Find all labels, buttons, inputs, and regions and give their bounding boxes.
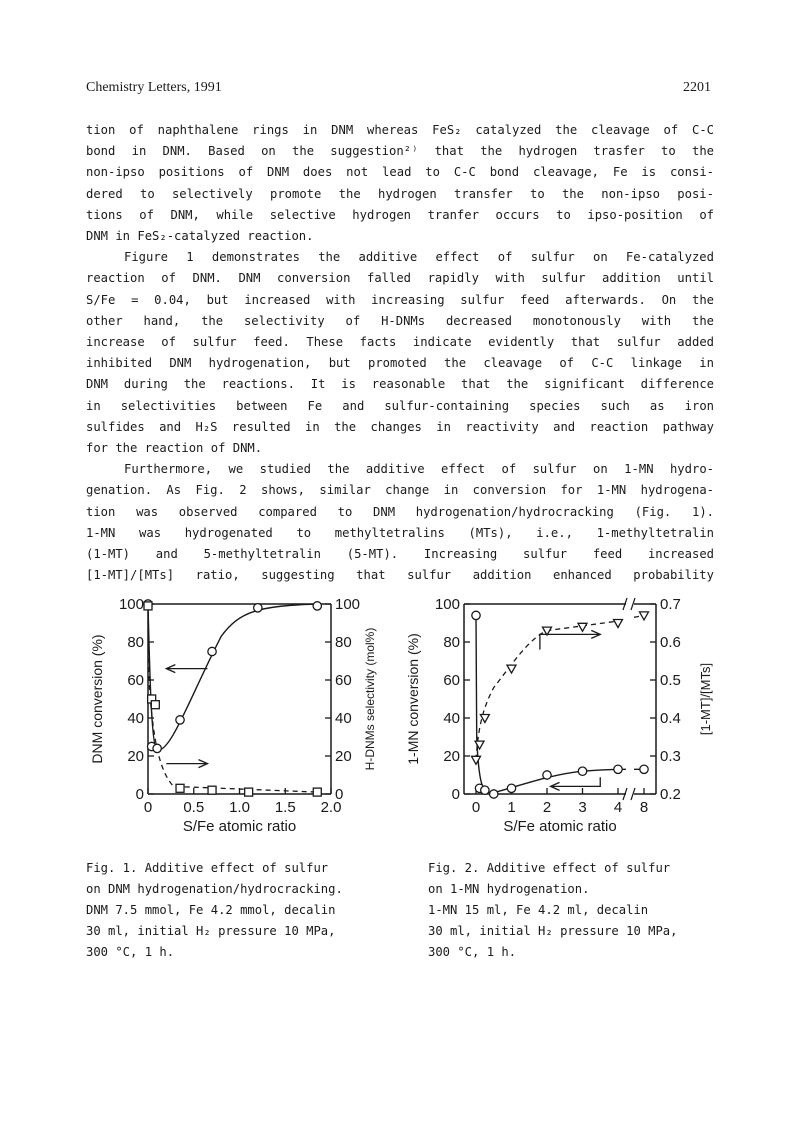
x-tick-label: 4 (613, 799, 623, 816)
data-point (472, 756, 481, 764)
data-point (176, 784, 184, 792)
paragraph-1 (86, 120, 714, 247)
text-line: dered to selectively promote the hydrogen transfer to the non-ipso posi- (86, 186, 714, 201)
y-tick-label-right: 20 (335, 748, 352, 765)
y-tick-label-right: 60 (335, 672, 352, 689)
y-tick-label: 0 (451, 786, 460, 803)
x-tick-label: 8 (639, 799, 649, 816)
y-tick-label: 80 (443, 634, 460, 651)
y-tick-label: 40 (127, 710, 144, 727)
data-point (472, 611, 480, 619)
data-point (578, 767, 586, 775)
x-tick-label: 2 (542, 799, 552, 816)
figure-2-caption (428, 858, 728, 963)
data-point (543, 771, 551, 779)
text-line: non-ipso positions of DNM does not lead to C-C bond cleavage, Fe is consi- (86, 165, 714, 180)
paragraph-2 (86, 247, 714, 459)
series-line-ratio (476, 615, 644, 759)
caption-line: Fig. 1. Additive effect of sulfur (86, 861, 329, 875)
y-tick-label: 100 (434, 596, 460, 613)
y-tick-label: 40 (443, 710, 460, 727)
text-line: increase of sulfur feed. These facts indicate evidently that sulfur added (86, 335, 714, 350)
x-axis-label: S/Fe atomic ratio (503, 818, 617, 835)
y-tick-label: 60 (443, 672, 460, 689)
text-line: 1-MN was hydrogenated to methyltetralins (MTs), i.e., 1-methyltetralin (86, 525, 714, 540)
arrow-right-axis (540, 634, 600, 649)
y-tick-label: 0 (135, 786, 144, 803)
data-point (507, 665, 516, 673)
caption-line: 300 °C, 1 h. (86, 945, 175, 959)
caption-line: 1-MN 15 ml, Fe 4.2 ml, decalin (428, 903, 649, 917)
text-line: for the reaction of DNM. (86, 441, 263, 456)
figure-2-chart (405, 590, 726, 850)
data-point (245, 788, 253, 796)
text-line: reaction of DNM. DNM conversion falled rapidly with sulfur addition until (86, 271, 714, 286)
data-point (640, 612, 649, 620)
text-line: tion was observed compared to DNM hydrogenation/hydrocracking (Fig. 1). (86, 504, 714, 519)
x-tick-label: 0 (143, 799, 153, 816)
caption-line: on DNM hydrogenation/hydrocracking. (86, 882, 343, 896)
text-line: tions of DNM, while selective hydrogen tranfer occurs to ipso-position of (86, 207, 714, 222)
figure-1-chart (86, 590, 416, 850)
y-tick-label-right: 0.2 (660, 786, 681, 803)
y-tick-label-right: 0.3 (660, 748, 681, 765)
page-header (86, 80, 711, 100)
x-tick-label: 0 (471, 799, 481, 816)
text-line: inhibited DNM hydrogenation, but promoted the cleavage of C-C linkage in (86, 356, 714, 371)
data-point (640, 765, 648, 773)
data-point (254, 604, 262, 612)
data-point (208, 786, 216, 794)
text-line: tion of naphthalene rings in DNM whereas FeS₂ catalyzed the cleavage of C-C (86, 123, 714, 137)
series-line-conversion (148, 604, 317, 750)
y-tick-label-right: 100 (335, 596, 361, 613)
caption-line: 30 ml, initial H₂ pressure 10 MPa, (86, 924, 336, 938)
axis-break-icon (623, 788, 635, 800)
page-number: 2201 (683, 80, 711, 95)
y-tick-label-right: 0.4 (660, 710, 681, 727)
y-tick-label: 100 (118, 596, 144, 613)
y-tick-label-right: 0.6 (660, 634, 681, 651)
text-line: [1-MT]/[MTs] ratio, suggesting that sulfur addition enhanced probability (86, 568, 714, 583)
caption-line: 30 ml, initial H₂ pressure 10 MPa, (428, 924, 678, 938)
text-line: sulfides and H₂S resulted in the changes in reactivity and reaction pathway (86, 419, 714, 434)
y-tick-label: 60 (127, 672, 144, 689)
data-point (153, 744, 161, 752)
data-point (313, 602, 321, 610)
x-tick-label: 3 (578, 799, 587, 816)
x-axis-label: S/Fe atomic ratio (182, 818, 297, 835)
text-line: Figure 1 demonstrates the additive effect of sulfur on Fe-catalyzed (124, 250, 714, 265)
data-point (144, 602, 152, 610)
y-tick-label-right: 80 (335, 634, 352, 651)
text-line: in selectivities between Fe and sulfur-containing species such as iron (86, 398, 714, 413)
data-point (578, 623, 587, 631)
data-point (614, 620, 623, 628)
y-tick-label: 80 (127, 634, 144, 651)
text-line: bond in DNM. Based on the suggestion²⁾ that the hydrogen trasfer to the (86, 144, 714, 159)
y-tick-label: 20 (127, 748, 144, 765)
y-axis-label-right: [1-MT]/[MTs] (698, 662, 713, 736)
figure-1-caption (86, 858, 386, 963)
caption-line: Fig. 2. Additive effect of sulfur (428, 861, 671, 875)
x-tick-label: 0.5 (183, 799, 205, 816)
arrow-left-axis (551, 777, 601, 786)
x-tick-label: 1.0 (229, 799, 250, 816)
data-point (313, 788, 321, 796)
caption-line: on 1-MN hydrogenation. (428, 882, 590, 896)
text-line: other hand, the selectivity of H-DNMs decreased monotonously with the (86, 313, 714, 328)
text-line: DNM during the reactions. It is reasonable that the significant difference (86, 377, 714, 392)
y-tick-label-right: 40 (335, 710, 352, 727)
data-point (481, 786, 489, 794)
y-tick-label: 20 (443, 748, 460, 765)
body-text (86, 120, 714, 586)
paragraph-3 (86, 459, 714, 586)
caption-line: DNM 7.5 mmol, Fe 4.2 mmol, decalin (86, 903, 336, 917)
y-tick-label-right: 0 (335, 786, 344, 803)
x-tick-label: 1.5 (274, 799, 296, 816)
text-line: Furthermore, we studied the additive effect of sulfur on 1-MN hydro- (124, 462, 714, 477)
data-point (176, 716, 184, 724)
x-tick-label: 1 (507, 799, 516, 816)
text-line: DNM in FeS₂-catalyzed reaction. (86, 229, 314, 244)
y-axis-label-left: 1-MN conversion (%) (405, 633, 421, 765)
y-tick-label-right: 0.7 (660, 596, 681, 613)
data-point (208, 647, 216, 655)
data-point (614, 765, 622, 773)
caption-line: 300 °C, 1 h. (428, 945, 517, 959)
y-axis-label-left: DNM conversion (%) (89, 634, 105, 764)
y-axis-label-right: H-DNMs selectivity (mol%) (363, 627, 377, 771)
data-point (507, 784, 515, 792)
x-tick-label: 2.0 (320, 799, 342, 816)
y-tick-label-right: 0.5 (660, 672, 681, 689)
journal-name: Chemistry Letters, 1991 (86, 80, 222, 95)
text-line: S/Fe = 0.04, but increased with increasing sulfur feed afterwards. On the (86, 292, 714, 307)
axis-break-icon (623, 598, 635, 610)
data-point (151, 701, 159, 709)
figures (86, 590, 726, 850)
text-line: genation. As Fig. 2 shows, similar change in conversion for 1-MN hydrogena- (86, 483, 714, 498)
data-point (490, 790, 498, 798)
text-line: (1-MT) and 5-methyltetralin (5-MT). Increasing sulfur feed increased (86, 547, 714, 562)
